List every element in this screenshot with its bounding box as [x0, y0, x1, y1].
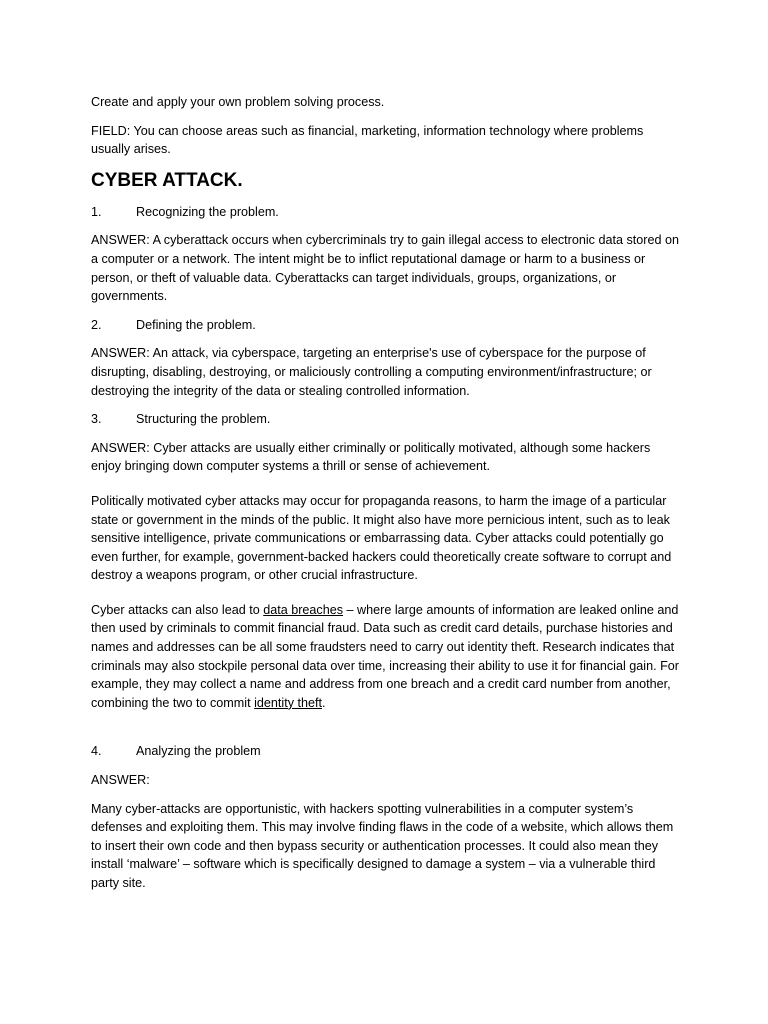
section-title: Recognizing the problem.: [136, 204, 279, 219]
section-heading-3: [91, 410, 681, 429]
section-heading-1: [91, 203, 681, 222]
section-title: Defining the problem.: [136, 317, 256, 332]
intro-line: Create and apply your own problem solving process.: [91, 95, 385, 109]
data-breaches-link[interactable]: data breaches: [263, 602, 344, 617]
section-title: Structuring the problem.: [136, 412, 271, 427]
breaches-text-middle: – where large amounts of information are leaked online and then used by criminals to commit financial fraud. Data such as credit card details, purchase histories and names and addresses can be all some fraudsters need to carry out identity theft. Research indicates that criminals may also stockpile personal data over time, increasing their ability to use it for financial gain. For example, they may collect a name and address from one breach and a credit card number from another, combining the two to commit: [91, 602, 679, 710]
section-answer-4: Many cyber-attacks are opportunistic, with hackers spotting vulnerabilities in a computer system’s defenses and exploiting them. This may involve finding flaws in the code of a website, which allows them to insert their own code and then bypass security or authentication processes. It could also mean they install ‘malware’ – software which is specifically designed to damage a system – via a vulnerable third party site.: [91, 801, 674, 890]
breaches-text-start: Cyber attacks can also lead to: [91, 602, 264, 617]
section-paragraph-politics: Politically motivated cyber attacks may occur for propaganda reasons, to harm the image of a particular state or government in the minds of the public. It might also have more pernicious intent, such as to leak sensitive intelligence, private communications or embarrassing data. Cyber attacks could potentially go even further, for example, government-backed hackers could theoretically create software to corrupt and destroy a weapons program, or other crucial infrastructure.: [91, 493, 672, 583]
section-answer-2: ANSWER: An attack, via cyberspace, targeting an enterprise's use of cyberspace for the purpose of disrupting, disabling, destroying, or maliciously controlling a computing environment/infrastructure; or destroying the integrity of the data or stealing controlled information.: [91, 346, 652, 398]
identity-theft-link[interactable]: identity theft: [254, 695, 323, 710]
section-number: 3.: [91, 412, 102, 427]
document-page: [91, 93, 681, 903]
section-title: Analyzing the problem: [136, 744, 261, 759]
section-answer-3: ANSWER: Cyber attacks are usually either criminally or politically motivated, although some hackers enjoy bringing down computer systems a thrill or sense of achievement.: [91, 440, 651, 474]
section-paragraph-breaches: [91, 601, 681, 713]
section-number: 2.: [91, 317, 102, 332]
document-title: CYBER ATTACK.: [91, 169, 243, 191]
section-number: 1.: [91, 204, 102, 219]
breaches-text-end: .: [322, 695, 326, 710]
section-heading-2: [91, 316, 681, 335]
field-line: FIELD: You can choose areas such as financial, marketing, information technology where problems usually arises.: [91, 123, 644, 157]
section-heading-4: [91, 742, 681, 761]
section-number: 4.: [91, 744, 102, 759]
section-answer-1: ANSWER: A cyberattack occurs when cybercriminals try to gain illegal access to electronic data stored on a computer or a network. The intent might be to inflict reputational damage or harm to a business or person, or theft of valuable data. Cyberattacks can target individuals, groups, organizations, or governments.: [91, 233, 679, 304]
section-answer-label-4: ANSWER:: [91, 773, 150, 788]
